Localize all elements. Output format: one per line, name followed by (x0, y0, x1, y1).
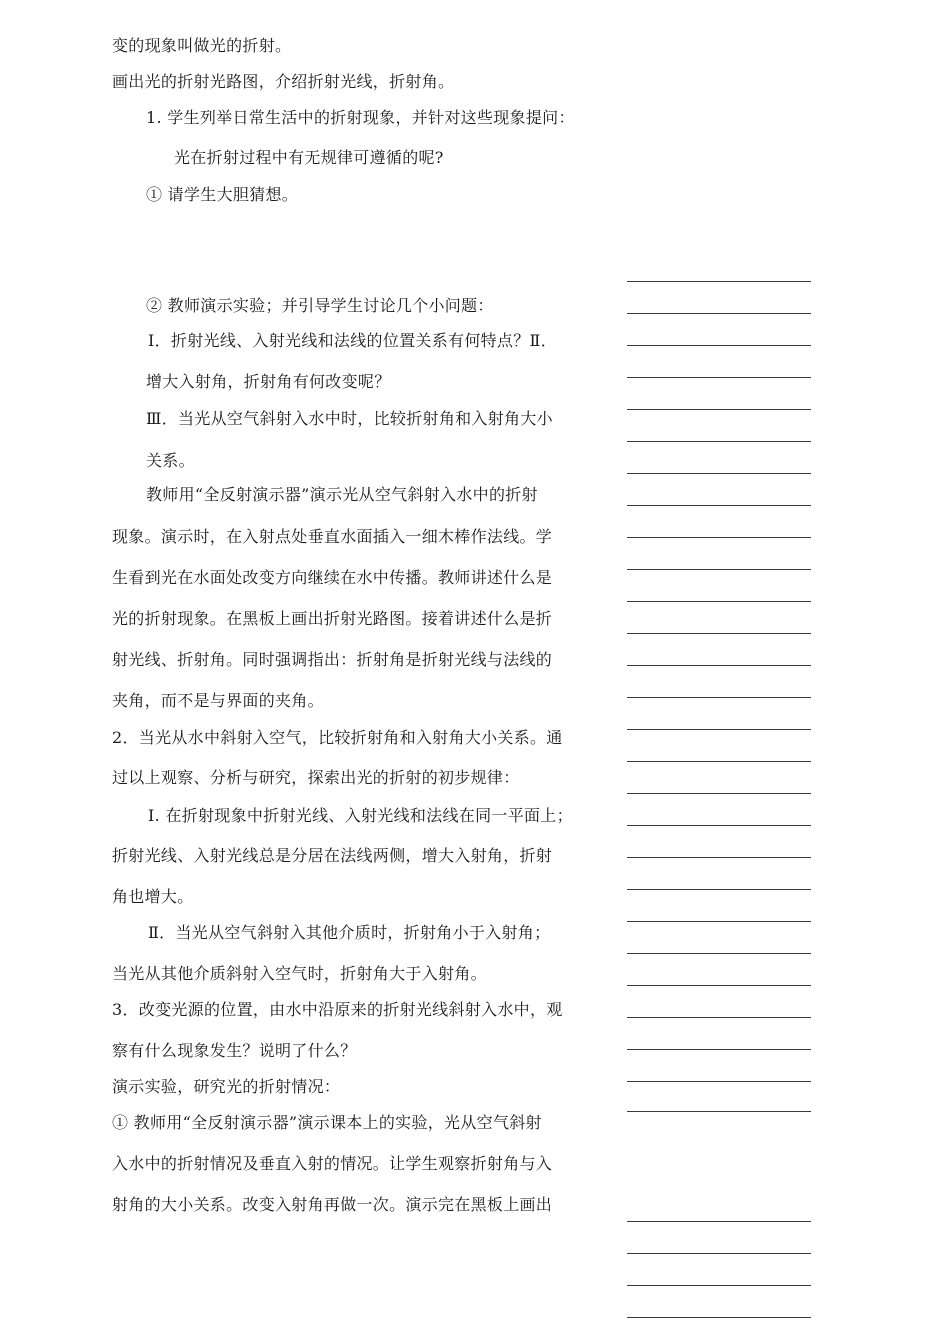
note-line (627, 1111, 811, 1112)
note-line (627, 1253, 811, 1254)
note-line (627, 1285, 811, 1286)
text-line-18: 过以上观察、分析与研究，探索出光的折射的初步规律： (112, 768, 520, 787)
note-line (627, 1081, 811, 1082)
text-line-6: ② 教师演示实验；并引导学生讨论几个小问题： (146, 296, 494, 315)
text-line-20: 折射光线、入射光线总是分居在法线两侧，增大入射角，折射 (112, 846, 553, 865)
text-line-5: ① 请学生大胆猜想。 (146, 185, 299, 204)
note-line (627, 1049, 811, 1050)
note-line (627, 1221, 811, 1222)
text-line-13: 生看到光在水面处改变方向继续在水中传播。教师讲述什么是 (112, 568, 553, 587)
note-line (627, 697, 811, 698)
note-line (627, 409, 811, 410)
note-line (627, 633, 811, 634)
text-line-1: 变的现象叫做光的折射。 (112, 36, 292, 55)
text-line-10: 关系。 (146, 451, 195, 470)
text-line-27: ① 教师用“全反射演示器”演示课本上的实验，光从空气斜射 (112, 1113, 542, 1132)
note-line (627, 473, 811, 474)
note-line (627, 889, 811, 890)
text-line-14: 光的折射现象。在黑板上画出折射光路图。接着讲述什么是折 (112, 609, 553, 628)
text-line-22: Ⅱ．当光从空气斜射入其他介质时，折射角小于入射角； (148, 923, 551, 942)
text-line-9: Ⅲ．当光从空气斜射入水中时，比较折射角和入射角大小 (146, 409, 553, 428)
text-line-26: 演示实验，研究光的折射情况： (112, 1077, 341, 1096)
text-line-11: 教师用“全反射演示器”演示光从空气斜射入水中的折射 (146, 485, 538, 504)
text-line-24: 3．改变光源的位置，由水中沿原来的折射光线斜射入水中，观 (112, 1000, 563, 1019)
text-line-7: Ⅰ．折射光线、入射光线和法线的位置关系有何特点？Ⅱ． (148, 331, 557, 350)
note-line (627, 601, 811, 602)
text-line-3: 1. 学生列举日常生活中的折射现象，并针对这些现象提问： (146, 108, 575, 127)
text-line-12: 现象。演示时，在入射点处垂直水面插入一细木棒作法线。学 (112, 527, 553, 546)
text-line-28: 入水中的折射情况及垂直入射的情况。让学生观察折射角与入 (112, 1154, 553, 1173)
note-line (627, 985, 811, 986)
note-line (627, 761, 811, 762)
note-line (627, 377, 811, 378)
text-line-25: 察有什么现象发生？说明了什么？ (112, 1041, 357, 1060)
note-line (627, 793, 811, 794)
note-line (627, 825, 811, 826)
note-line (627, 1317, 811, 1318)
note-line (627, 313, 811, 314)
note-line (627, 1017, 811, 1018)
note-line (627, 729, 811, 730)
text-line-2: 画出光的折射光路图，介绍折射光线，折射角。 (112, 72, 455, 91)
note-line (627, 857, 811, 858)
note-line (627, 505, 811, 506)
note-line (627, 953, 811, 954)
text-line-29: 射角的大小关系。改变入射角再做一次。演示完在黑板上画出 (112, 1195, 553, 1214)
text-line-23: 当光从其他介质斜射入空气时，折射角大于入射角。 (112, 964, 487, 983)
note-line (627, 537, 811, 538)
note-line (627, 345, 811, 346)
text-line-8: 增大入射角，折射角有何改变呢？ (146, 372, 391, 391)
note-line (627, 921, 811, 922)
text-line-17: 2．当光从水中斜射入空气，比较折射角和入射角大小关系。通 (112, 728, 563, 747)
text-line-16: 夹角，而不是与界面的夹角。 (112, 691, 324, 710)
note-line (627, 441, 811, 442)
text-line-19: Ⅰ. 在折射现象中折射光线、入射光线和法线在同一平面上； (148, 806, 573, 825)
note-line (627, 281, 811, 282)
text-line-21: 角也增大。 (112, 887, 194, 906)
text-line-4: 光在折射过程中有无规律可遵循的呢? (174, 148, 444, 167)
text-line-15: 射光线、折射角。同时强调指出：折射角是折射光线与法线的 (112, 650, 553, 669)
note-line (627, 569, 811, 570)
note-line (627, 665, 811, 666)
